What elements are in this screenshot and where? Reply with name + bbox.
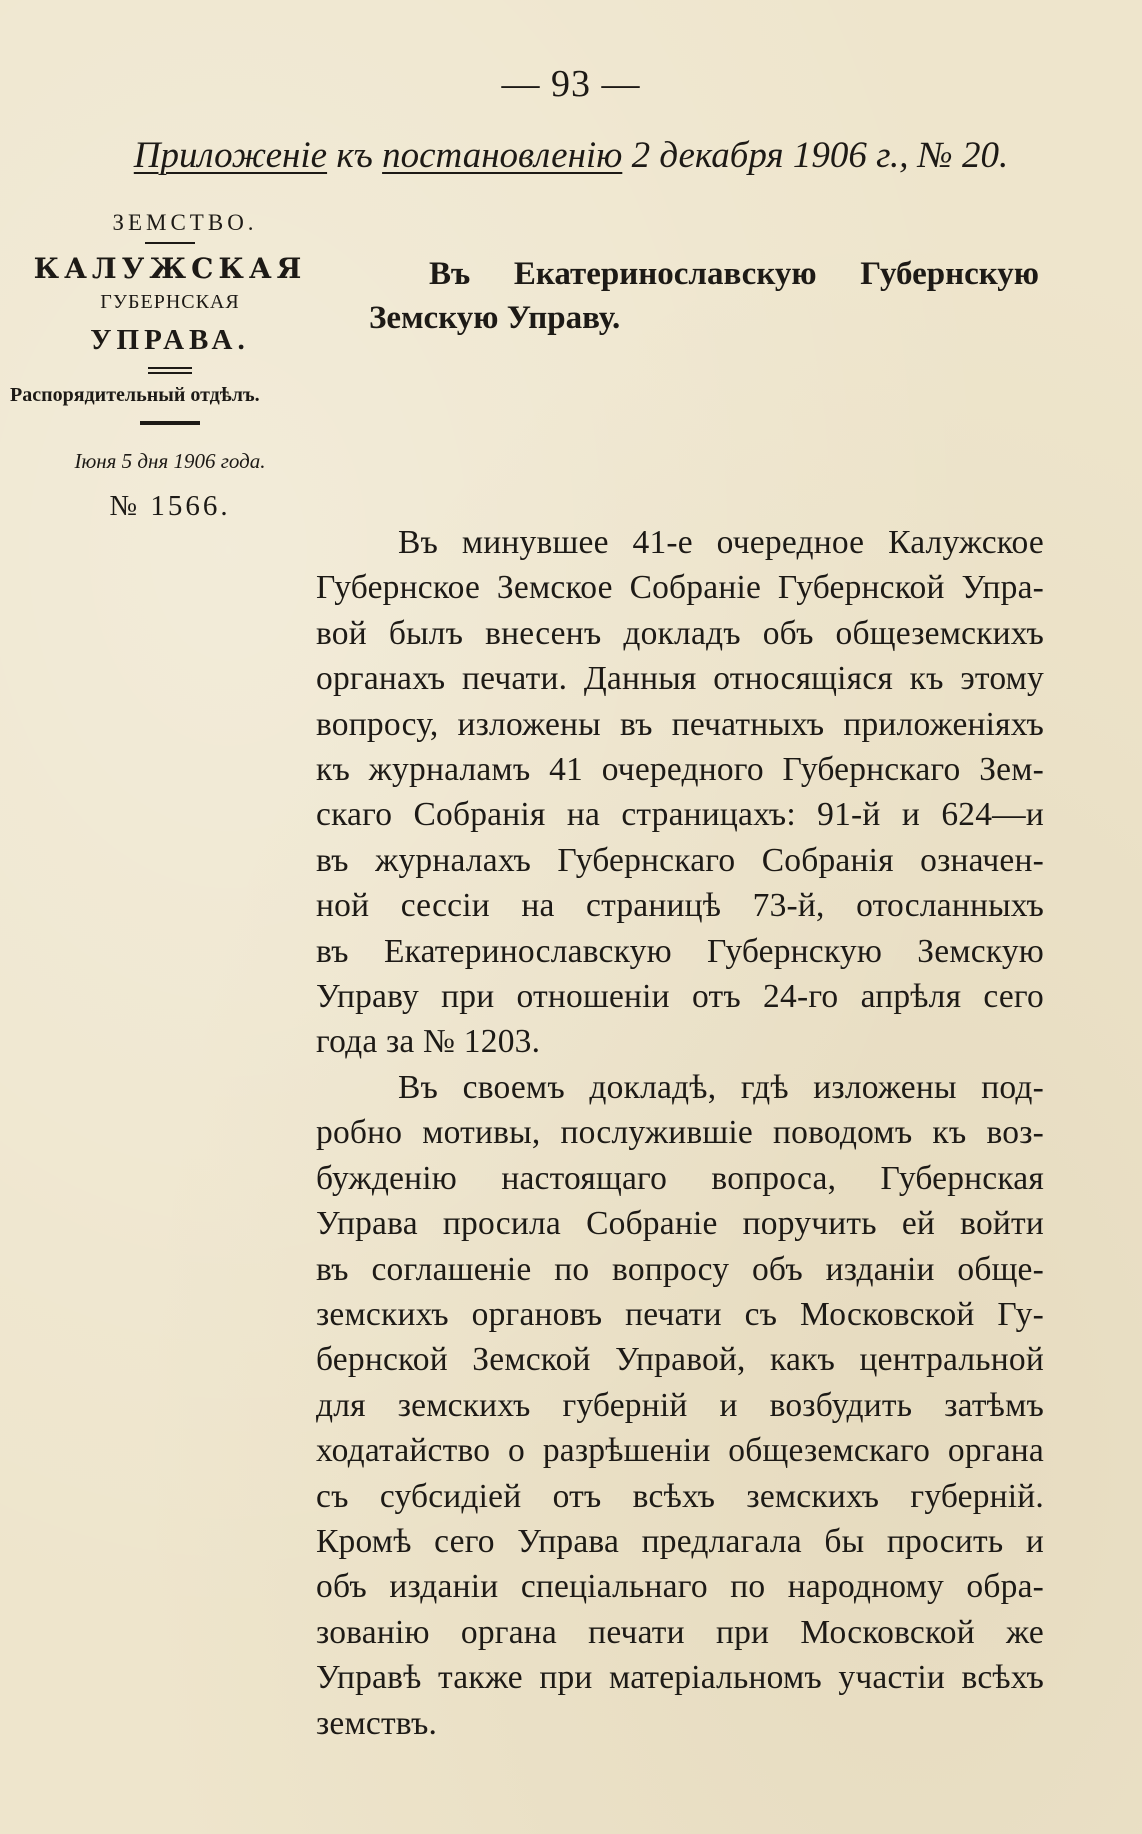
body-line: къ журналамъ 41 очередного Губернскаго Зем- — [316, 751, 1044, 789]
body-line: въ журналахъ Губернскаго Собранія означен- — [316, 841, 1044, 879]
body-line: органахъ печати. Данныя относящіяся къ этому — [316, 660, 1044, 698]
letter-number: № 1566. — [109, 490, 231, 522]
appendix-heading — [0, 134, 1142, 177]
body-line: ходатайство о разрѣшеніи общеземскаго органа — [316, 1432, 1044, 1470]
body-line: Въ минувшее 41-е очередное Калужское — [398, 524, 1044, 561]
heading-date-number: 2 декабря 1906 г., № 20. — [622, 135, 1009, 176]
page-number: — 93 — — [501, 63, 641, 105]
body-line: Въ своемъ докладѣ, гдѣ изложены под- — [398, 1068, 1044, 1106]
body-line: Кромѣ сего Управа предлагала бы просить и — [316, 1522, 1044, 1560]
letterhead-department: Распорядительный отдѣлъ. — [10, 384, 260, 406]
letterhead-zemstvo: ЗЕМСТВО. — [112, 210, 258, 235]
body-line: ной сессіи на страницѣ 73-й, отосланныхъ — [316, 887, 1044, 925]
body-line: въ соглашеніе по вопросу объ изданіи обще- — [316, 1250, 1044, 1288]
body-line: года за № 1203. — [316, 1023, 541, 1061]
body-line: земствъ. — [316, 1704, 438, 1742]
body-line: Управу при отношеніи отъ 24-го апрѣля сего — [316, 978, 1044, 1016]
body-line: Управѣ также при матеріальномъ участіи всѣхъ — [316, 1659, 1044, 1697]
body-line: бернской Земской Управой, какъ центральной — [316, 1341, 1044, 1379]
letterhead-gubernskaya: ГУБЕРНСКАЯ — [100, 291, 240, 313]
letterhead-divider — [145, 242, 195, 244]
heading-word-resolution: постановленію — [382, 135, 623, 176]
body-line: объ изданіи спеціальнаго по народному обра- — [316, 1568, 1044, 1606]
body-line: вой былъ внесенъ докладъ объ общеземскихъ — [316, 614, 1044, 652]
body-line: Губернское Земское Собраніе Губернской Упра- — [316, 569, 1044, 607]
body-line: земскихъ органовъ печати съ Московской Гу- — [316, 1295, 1044, 1333]
body-line: зованію органа печати при Московской же — [316, 1613, 1044, 1651]
body-line: для земскихъ губерній и возбудить затѣмъ — [316, 1386, 1044, 1424]
addressee-line-1: Въ Екатеринославскую Губернскую — [429, 256, 1039, 292]
body-line: скаго Собранія на страницахъ: 91-й и 624—и — [316, 796, 1044, 834]
letter-date: Іюня 5 дня 1906 года. — [74, 449, 266, 473]
body-line: бужденію настоящаго вопроса, Губернская — [316, 1159, 1044, 1197]
body-line: въ Екатеринославскую Губернскую Земскую — [316, 932, 1044, 970]
body-line: вопросу, изложены въ печатныхъ приложеніяхъ — [316, 705, 1044, 743]
heading-word-appendix: Приложеніе — [133, 135, 328, 176]
letter-body — [316, 520, 1044, 1746]
letterhead-double-rule — [148, 367, 192, 374]
letterhead-sidebar — [10, 210, 330, 523]
addressee — [369, 252, 1039, 340]
body-line: робно мотивы, послужившіе поводомъ къ воз- — [316, 1114, 1044, 1152]
heading-word-to: къ — [327, 135, 383, 176]
letterhead-kaluga: КАЛУЖСКАЯ — [33, 252, 307, 285]
addressee-line-2: Земскую Управу. — [369, 300, 621, 336]
body-line: Управа просила Собраніе поручить ей войти — [316, 1205, 1044, 1243]
letterhead-heavy-rule — [140, 421, 200, 425]
body-line: съ субсидіей отъ всѣхъ земскихъ губерній. — [316, 1477, 1044, 1515]
letterhead-uprava: УПРАВА. — [90, 324, 250, 356]
